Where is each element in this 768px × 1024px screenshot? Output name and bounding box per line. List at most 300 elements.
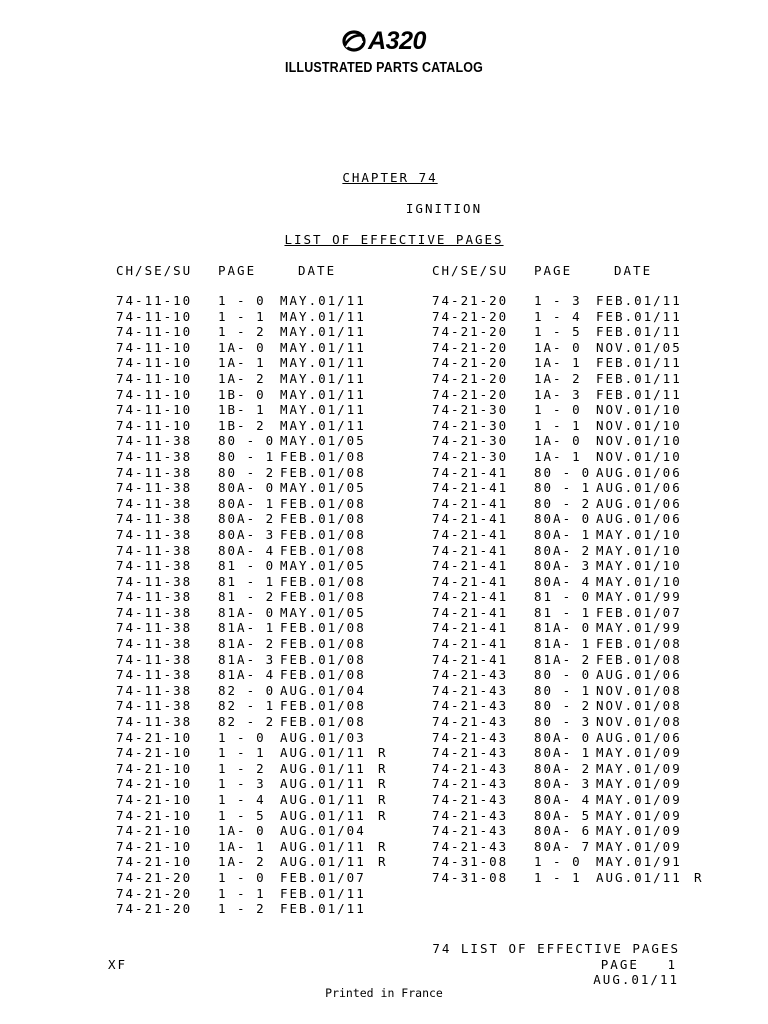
entries-right-column	[432, 293, 704, 886]
page-cell: 1 - 0	[218, 729, 266, 745]
chsesu-cell: 74-21-20	[116, 901, 193, 917]
date-cell: MAY.01/10	[596, 542, 682, 558]
date-cell: MAY.01/11	[280, 386, 366, 402]
chsesu-cell: 74-21-30	[432, 402, 509, 418]
date-cell: NOV.01/08	[596, 714, 682, 730]
date-cell: AUG.01/04	[280, 682, 366, 698]
chsesu-cell: 74-11-38	[116, 448, 193, 464]
chsesu-cell: 74-11-10	[116, 339, 193, 355]
table-row	[432, 433, 704, 449]
footer-reference: 74 LIST OF EFFECTIVE PAGES	[432, 941, 680, 956]
table-row	[116, 792, 388, 808]
page-cell: 80 - 1	[218, 448, 276, 464]
chsesu-cell: 74-11-38	[116, 542, 193, 558]
table-row	[432, 496, 704, 512]
table-row	[116, 698, 388, 714]
table-row	[116, 465, 388, 481]
table-row	[432, 340, 704, 356]
page-cell: 1 - 0	[218, 869, 266, 885]
date-cell: MAY.01/99	[596, 620, 682, 636]
chsesu-cell: 74-21-30	[432, 417, 509, 433]
column-chsesu: CH/SE/SU	[432, 263, 509, 278]
table-row	[432, 418, 704, 434]
date-cell: MAY.01/11	[280, 324, 366, 340]
revision-marker: R	[378, 854, 388, 870]
table-row	[116, 324, 388, 340]
chsesu-cell: 74-21-41	[432, 651, 509, 667]
date-cell: MAY.01/11	[280, 308, 366, 324]
chsesu-cell: 74-11-38	[116, 589, 193, 605]
chsesu-cell: 74-21-10	[116, 776, 193, 792]
chsesu-cell: 74-21-43	[432, 745, 509, 761]
date-cell: FEB.01/11	[596, 293, 682, 308]
table-row	[432, 683, 704, 699]
column-date: DATE	[614, 263, 653, 278]
column-header-right	[432, 263, 712, 279]
table-row	[432, 698, 704, 714]
chsesu-cell: 74-21-43	[432, 776, 509, 792]
page-cell: 1 - 3	[218, 776, 266, 792]
chsesu-cell: 74-11-38	[116, 511, 193, 527]
aircraft-model: A320	[368, 26, 426, 55]
page-cell: 81 - 2	[218, 589, 276, 605]
table-row	[432, 792, 704, 808]
table-row	[432, 543, 704, 559]
page-cell: 1 - 1	[218, 885, 266, 901]
date-cell: FEB.01/07	[280, 869, 366, 885]
page-cell: 1A- 2	[218, 854, 266, 870]
column-page: PAGE	[534, 263, 573, 278]
chsesu-cell: 74-21-41	[432, 558, 509, 574]
chsesu-cell: 74-21-43	[432, 682, 509, 698]
page-cell: 1A- 2	[218, 370, 266, 386]
date-cell: AUG.01/11	[280, 760, 366, 776]
chsesu-cell: 74-21-10	[116, 760, 193, 776]
table-row	[432, 324, 704, 340]
page-cell: 80A- 7	[534, 838, 592, 854]
chsesu-cell: 74-21-43	[432, 807, 509, 823]
table-row	[116, 402, 388, 418]
revision-marker: R	[378, 745, 388, 761]
date-cell: NOV.01/05	[596, 339, 682, 355]
page-cell: 80A- 4	[534, 792, 592, 807]
chsesu-cell: 74-21-10	[116, 823, 193, 839]
page-cell: 81A- 3	[218, 651, 276, 667]
page-cell: 80 - 0	[534, 667, 592, 683]
column-chsesu: CH/SE/SU	[116, 263, 193, 278]
page-cell: 81A- 0	[534, 620, 592, 636]
date-cell: MAY.01/10	[596, 558, 682, 574]
page-cell: 81 - 1	[534, 604, 592, 620]
date-cell: FEB.01/08	[596, 636, 682, 652]
table-row	[432, 854, 704, 870]
chsesu-cell: 74-11-38	[116, 604, 193, 620]
table-row	[432, 823, 704, 839]
table-row	[116, 480, 388, 496]
date-cell: FEB.01/08	[280, 573, 366, 589]
page-cell: 81A- 2	[534, 651, 592, 667]
page-cell: 1 - 1	[534, 417, 582, 433]
date-cell: AUG.01/11	[280, 854, 366, 870]
date-cell: MAY.01/11	[280, 293, 366, 308]
page-cell: 1B- 2	[218, 417, 266, 433]
page-cell: 80A- 0	[534, 729, 592, 745]
chsesu-cell: 74-21-41	[432, 604, 509, 620]
date-cell: FEB.01/08	[280, 651, 366, 667]
date-cell: AUG.01/06	[596, 511, 682, 527]
table-row	[432, 480, 704, 496]
date-cell: NOV.01/10	[596, 417, 682, 433]
table-row	[432, 667, 704, 683]
chsesu-cell: 74-11-38	[116, 667, 193, 683]
column-date: DATE	[298, 263, 337, 278]
table-row	[116, 714, 388, 730]
table-row	[432, 402, 704, 418]
date-cell: FEB.01/08	[280, 714, 366, 730]
chsesu-cell: 74-21-41	[432, 480, 509, 496]
page-cell: 1 - 1	[218, 745, 266, 761]
page-cell: 82 - 0	[218, 682, 276, 698]
date-cell: AUG.01/03	[280, 729, 366, 745]
table-row	[432, 636, 704, 652]
table-row	[116, 854, 388, 870]
chsesu-cell: 74-11-38	[116, 558, 193, 574]
chsesu-cell: 74-11-10	[116, 370, 193, 386]
page-cell: 1 - 5	[218, 807, 266, 823]
page-cell: 80 - 0	[534, 464, 592, 480]
table-row	[432, 776, 704, 792]
table-row	[432, 511, 704, 527]
chsesu-cell: 74-21-10	[116, 745, 193, 761]
chsesu-cell: 74-11-38	[116, 464, 193, 480]
chsesu-cell: 74-21-41	[432, 589, 509, 605]
chsesu-cell: 74-21-30	[432, 448, 509, 464]
table-row	[116, 823, 388, 839]
page-cell: 81A- 0	[218, 604, 276, 620]
page-cell: 80 - 2	[218, 464, 276, 480]
date-cell: FEB.01/08	[280, 698, 366, 714]
table-row	[116, 496, 388, 512]
chsesu-cell: 74-21-20	[432, 308, 509, 324]
column-header-left	[116, 263, 396, 279]
chsesu-cell: 74-11-38	[116, 682, 193, 698]
chsesu-cell: 74-11-38	[116, 620, 193, 636]
date-cell: AUG.01/06	[596, 667, 682, 683]
revision-marker: R	[694, 869, 704, 885]
table-row	[116, 870, 388, 886]
table-row	[116, 371, 388, 387]
chsesu-cell: 74-21-43	[432, 838, 509, 854]
table-row	[116, 293, 388, 309]
page-cell: 1 - 5	[534, 324, 582, 340]
date-cell: MAY.01/09	[596, 792, 682, 807]
table-row	[116, 776, 388, 792]
table-row	[116, 901, 388, 917]
page-cell: 81 - 1	[218, 573, 276, 589]
chsesu-cell: 74-21-41	[432, 464, 509, 480]
printed-in-france: Printed in France	[325, 986, 443, 1000]
table-row	[432, 371, 704, 387]
chsesu-cell: 74-11-38	[116, 714, 193, 730]
table-row	[116, 886, 388, 902]
table-row	[116, 558, 388, 574]
page-cell: 80 - 3	[534, 714, 592, 730]
date-cell: NOV.01/10	[596, 402, 682, 418]
airbus-swirl-icon	[342, 30, 366, 52]
chsesu-cell: 74-21-43	[432, 714, 509, 730]
table-row	[116, 761, 388, 777]
table-row	[116, 340, 388, 356]
table-row	[432, 605, 704, 621]
date-cell: MAY.01/11	[280, 339, 366, 355]
page-cell: 82 - 1	[218, 698, 276, 714]
date-cell: AUG.01/11	[596, 869, 682, 885]
page-cell: 80A- 1	[534, 745, 592, 761]
page-cell: 80 - 0	[218, 433, 276, 449]
page-cell: 1 - 1	[218, 308, 266, 324]
table-row	[432, 652, 704, 668]
page-cell: 1B- 0	[218, 386, 266, 402]
chsesu-cell: 74-11-38	[116, 480, 193, 496]
table-row	[116, 839, 388, 855]
date-cell: FEB.01/08	[280, 636, 366, 652]
date-cell: NOV.01/08	[596, 682, 682, 698]
date-cell: AUG.01/06	[596, 464, 682, 480]
revision-marker: R	[378, 792, 388, 807]
table-row	[116, 730, 388, 746]
date-cell: AUG.01/06	[596, 495, 682, 511]
chsesu-cell: 74-11-10	[116, 417, 193, 433]
chsesu-cell: 74-21-20	[432, 293, 509, 308]
date-cell: AUG.01/11	[280, 792, 366, 807]
chsesu-cell: 74-21-43	[432, 698, 509, 714]
revision-marker: R	[378, 838, 388, 854]
date-cell: FEB.01/11	[280, 901, 366, 917]
page-cell: 80A- 1	[218, 495, 276, 511]
chsesu-cell: 74-11-38	[116, 573, 193, 589]
page-cell: 1 - 0	[218, 293, 266, 308]
chsesu-cell: 74-21-41	[432, 526, 509, 542]
footer-code: XF	[108, 957, 128, 972]
chsesu-cell: 74-11-38	[116, 433, 193, 449]
chsesu-cell: 74-21-20	[432, 355, 509, 371]
chsesu-cell: 74-11-10	[116, 355, 193, 371]
table-row	[432, 309, 704, 325]
date-cell: MAY.01/05	[280, 558, 366, 574]
page-cell: 80A- 4	[218, 542, 276, 558]
table-row	[432, 293, 704, 309]
chsesu-cell: 74-21-43	[432, 823, 509, 839]
chsesu-cell: 74-21-20	[116, 869, 193, 885]
page-cell: 80A- 2	[218, 511, 276, 527]
date-cell: AUG.01/11	[280, 745, 366, 761]
table-row	[432, 527, 704, 543]
chsesu-cell: 74-21-10	[116, 792, 193, 807]
chsesu-cell: 74-21-10	[116, 854, 193, 870]
date-cell: MAY.01/05	[280, 433, 366, 449]
page-cell: 1A- 1	[534, 448, 582, 464]
date-cell: MAY.01/09	[596, 745, 682, 761]
date-cell: FEB.01/08	[280, 589, 366, 605]
page-cell: 80A- 3	[218, 526, 276, 542]
table-row	[116, 620, 388, 636]
page-cell: 1 - 4	[534, 308, 582, 324]
chsesu-cell: 74-21-41	[432, 636, 509, 652]
page-cell: 1A- 1	[534, 355, 582, 371]
page-cell: 80A- 3	[534, 558, 592, 574]
table-row	[432, 355, 704, 371]
table-row	[116, 543, 388, 559]
date-cell: FEB.01/11	[280, 885, 366, 901]
table-row	[116, 745, 388, 761]
date-cell: AUG.01/06	[596, 729, 682, 745]
date-cell: FEB.01/08	[280, 511, 366, 527]
chsesu-cell: 74-21-43	[432, 667, 509, 683]
chsesu-cell: 74-21-20	[432, 386, 509, 402]
table-row	[432, 870, 704, 886]
page-cell: 1A- 0	[218, 339, 266, 355]
date-cell: MAY.01/11	[280, 355, 366, 371]
page-cell: 1A- 0	[534, 433, 582, 449]
date-cell: FEB.01/08	[280, 542, 366, 558]
page-cell: 80 - 2	[534, 698, 592, 714]
page-cell: 1 - 4	[218, 792, 266, 807]
page-cell: 80 - 1	[534, 682, 592, 698]
chsesu-cell: 74-21-10	[116, 729, 193, 745]
page-cell: 81A- 1	[534, 636, 592, 652]
table-row	[116, 605, 388, 621]
page-cell: 80 - 2	[534, 495, 592, 511]
date-cell: AUG.01/04	[280, 823, 366, 839]
page-cell: 1 - 1	[534, 869, 582, 885]
chsesu-cell: 74-21-20	[432, 339, 509, 355]
airbus-a320-logo	[0, 26, 768, 56]
chsesu-cell: 74-21-41	[432, 620, 509, 636]
table-row	[116, 683, 388, 699]
page-cell: 80A- 2	[534, 760, 592, 776]
page-cell: 80A- 5	[534, 807, 592, 823]
subject-title: IGNITION	[405, 201, 483, 216]
chsesu-cell: 74-11-10	[116, 308, 193, 324]
date-cell: FEB.01/08	[280, 526, 366, 542]
chsesu-cell: 74-11-10	[116, 324, 193, 340]
page-cell: 1B- 1	[218, 402, 266, 418]
table-row	[432, 449, 704, 465]
date-cell: MAY.01/11	[280, 417, 366, 433]
chsesu-cell: 74-21-30	[432, 433, 509, 449]
chsesu-cell: 74-11-10	[116, 402, 193, 418]
date-cell: AUG.01/11	[280, 838, 366, 854]
page-cell: 1 - 3	[534, 293, 582, 308]
date-cell: FEB.01/08	[596, 651, 682, 667]
page-cell: 1A- 1	[218, 355, 266, 371]
column-page: PAGE	[218, 263, 257, 278]
date-cell: FEB.01/11	[596, 370, 682, 386]
page-cell: 1A- 0	[218, 823, 266, 839]
chsesu-cell: 74-31-08	[432, 869, 509, 885]
revision-marker: R	[378, 807, 388, 823]
chsesu-cell: 74-21-41	[432, 495, 509, 511]
date-cell: FEB.01/08	[280, 620, 366, 636]
date-cell: MAY.01/91	[596, 854, 682, 870]
table-row	[116, 433, 388, 449]
chsesu-cell: 74-21-43	[432, 729, 509, 745]
page-cell: 80A- 1	[534, 526, 592, 542]
chsesu-cell: 74-31-08	[432, 854, 509, 870]
chsesu-cell: 74-21-43	[432, 760, 509, 776]
table-row	[432, 589, 704, 605]
page-cell: 1 - 2	[218, 324, 266, 340]
page-cell: 80A- 6	[534, 823, 592, 839]
date-cell: AUG.01/11	[280, 776, 366, 792]
date-cell: FEB.01/08	[280, 464, 366, 480]
page-cell: 1 - 2	[218, 760, 266, 776]
table-row	[116, 449, 388, 465]
table-row	[432, 839, 704, 855]
table-row	[116, 652, 388, 668]
table-row	[116, 574, 388, 590]
entries-left-column	[116, 293, 388, 917]
table-row	[116, 667, 388, 683]
page-cell: 80 - 1	[534, 480, 592, 496]
date-cell: MAY.01/99	[596, 589, 682, 605]
date-cell: MAY.01/09	[596, 838, 682, 854]
chsesu-cell: 74-21-41	[432, 511, 509, 527]
page-cell: 1 - 2	[218, 901, 266, 917]
table-row	[116, 511, 388, 527]
date-cell: MAY.01/05	[280, 604, 366, 620]
table-row	[432, 714, 704, 730]
date-cell: MAY.01/09	[596, 823, 682, 839]
footer-date: AUG.01/11	[593, 972, 679, 987]
chsesu-cell: 74-11-10	[116, 386, 193, 402]
table-row	[116, 355, 388, 371]
footer-page-number: PAGE 1	[600, 957, 677, 972]
table-row	[432, 808, 704, 824]
page-cell: 80A- 2	[534, 542, 592, 558]
date-cell: MAY.01/10	[596, 526, 682, 542]
chsesu-cell: 74-11-38	[116, 636, 193, 652]
date-cell: FEB.01/11	[596, 355, 682, 371]
chsesu-cell: 74-11-38	[116, 495, 193, 511]
table-row	[116, 418, 388, 434]
table-row	[116, 808, 388, 824]
table-row	[432, 761, 704, 777]
chsesu-cell: 74-21-43	[432, 792, 509, 807]
date-cell: NOV.01/10	[596, 448, 682, 464]
date-cell: FEB.01/11	[596, 386, 682, 402]
chapter-title: CHAPTER 74	[342, 170, 438, 185]
page-cell: 1 - 0	[534, 854, 582, 870]
table-row	[432, 730, 704, 746]
page-cell: 80A- 4	[534, 573, 592, 589]
page-cell: 1A- 3	[534, 386, 582, 402]
table-row	[116, 636, 388, 652]
page-cell: 81 - 0	[534, 589, 592, 605]
date-cell: MAY.01/11	[280, 370, 366, 386]
date-cell: FEB.01/07	[596, 604, 682, 620]
table-row	[432, 465, 704, 481]
date-cell: AUG.01/06	[596, 480, 682, 496]
date-cell: FEB.01/11	[596, 308, 682, 324]
date-cell: MAY.01/10	[596, 573, 682, 589]
page-cell: 81 - 0	[218, 558, 276, 574]
chsesu-cell: 74-11-38	[116, 651, 193, 667]
page-cell: 1A- 1	[218, 838, 266, 854]
chsesu-cell: 74-21-20	[432, 324, 509, 340]
date-cell: MAY.01/09	[596, 760, 682, 776]
list-title: LIST OF EFFECTIVE PAGES	[284, 232, 504, 247]
